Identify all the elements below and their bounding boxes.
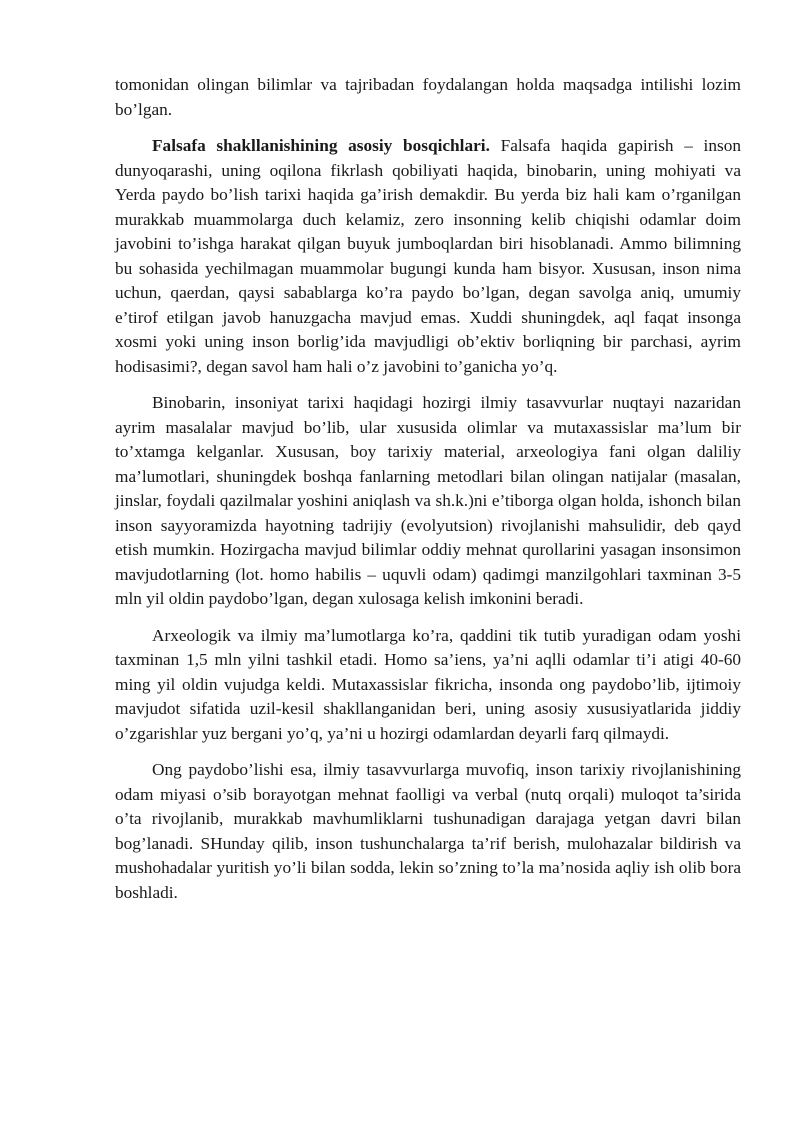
paragraph-1-text: tomonidan olingan bilimlar va tajribadan foydalangan holda maqsadga intilishi lozim bo’lgan. — [115, 75, 741, 119]
paragraph-3 — [115, 391, 741, 612]
document-body — [115, 73, 741, 917]
paragraph-4 — [115, 624, 741, 747]
paragraph-2 — [115, 134, 741, 379]
paragraph-1 — [115, 73, 741, 122]
paragraph-4-text: Arxeologik va ilmiy ma’lumotlarga ko’ra, qaddini tik tutib yuradigan odam yoshi taxminan 1,5 mln yilni tashkil etadi. Homo sa’iens, ya’ni aqlli odamlar ti’i atigi 40-60 ming yil oldin vujudga keldi. Mutaxassislar fikricha, insonda ong paydobo’lib, ijtimoiy mavjudot sifatida uzil-kesil shakllanganidan beri, uning asosiy xususiyatlarida jiddiy o’zgarishlar yuz bergani yo’q, ya’ni u hozirgi odamlardan deyarli farq qilmaydi. — [115, 625, 741, 743]
paragraph-5-text: Ong paydobo’lishi esa, ilmiy tasavvurlarga muvofiq, inson tarixiy rivojlanishining odam miyasi o’sib borayotgan mehnat faolligi va verbal (nutq orqali) muloqot ta’sirida o’ta rivojlanib, murakkab mavhumliklarni tushunadigan darajaga yetgan davri bilan bog’lanadi. SHunday qilib, inson tushunchalarga ta’rif berish, mulohazalar bildirish va mushohadalar yuritish yo’li bilan sodda, lekin so’zning to’la ma’nosida aqliy ish olib bora boshladi. — [115, 760, 741, 902]
paragraph-5 — [115, 758, 741, 905]
paragraph-3-text: Binobarin, insoniyat tarixi haqidagi hozirgi ilmiy tasavvurlar nuqtayi nazaridan ayrim masalalar mavjud bo’lib, ular xususida olimlar va mutaxassislar ma’lum bir to’xtamga kelganlar. Xususan, boy tarixiy material, arxeologiya fani olgan daliliy ma’lumotlari, shuningdek boshqa fanlarning metodlari bilan olingan natijalar (masalan, jinslar, foydali qazilmalar yoshini aniqlash va sh.k.)ni e’tiborga olgan holda, ishonch bilan inson sayyoramizda hayotning tadrijiy (evolyutsion) rivojlanishi mahsulidir, deb qayd etish mumkin. Hozirgacha mavjud bilimlar oddiy mehnat qurollarini yasagan insonsimon mavjudotlarning (lot. homo habilis – uquvli odam) qadimgi manzilgohlari taxminan 3-5 mln yil oldin paydobo’lgan, degan xulosaga kelish imkonini beradi. — [115, 393, 741, 608]
paragraph-2-text: Falsafa haqida gapirish – inson dunyoqarashi, uning oqilona fikrlash qobiliyati haqida, binobarin, uning mohiyati va Yerda paydo bo’lish tarixi haqida ga’irish demakdir. Bu yerda biz hali kam o’rganilgan murakkab muammolarga duch kelamiz, zero insonning kelib chiqishi odamlar doim javobini to’ishga harakat qilgan buyuk jumboqlardan biri hisoblanadi. Ammo bilimning bu sohasida yechilmagan muammolar bugungi kunda ham bisyor. Xususan, inson nima uchun, qaerdan, qaysi sabablarga ko’ra paydo bo’lgan, degan savolga aniq, umumiy e’tirof etilgan javob hanuzgacha mavjud emas. Xuddi shuningdek, aql faqat insonga xosmi yoki uning inson borlig’ida mavjudligi ob’ektiv borliqning bir parchasi, ayrim hodisasimi?, degan savol ham hali o’z javobini to’ganicha yo’q. — [115, 136, 741, 376]
section-heading: Falsafa shakllanishining asosiy bosqichlari. — [152, 136, 490, 155]
